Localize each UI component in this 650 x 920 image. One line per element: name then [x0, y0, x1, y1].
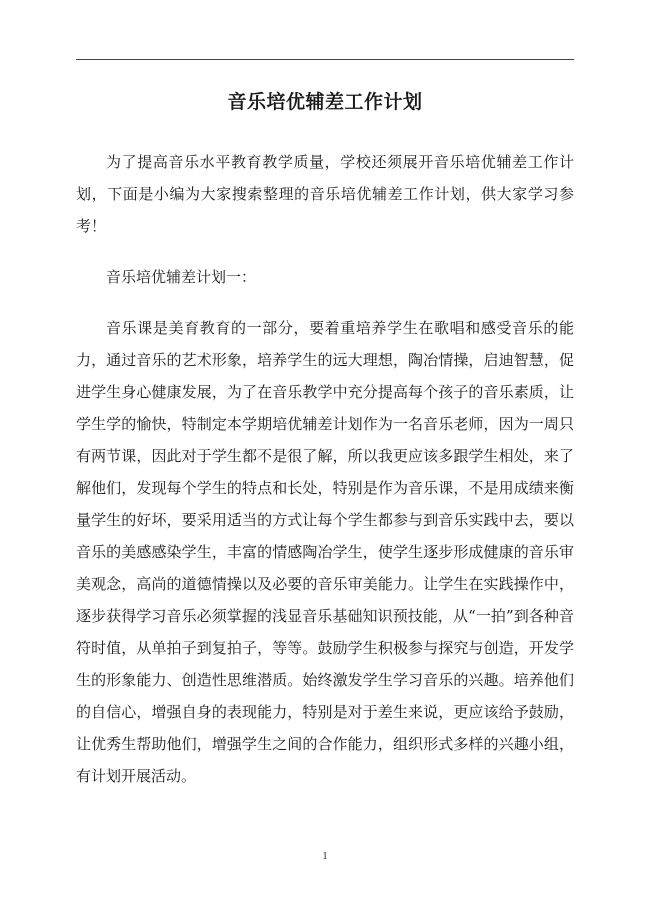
body-paragraph: 音乐课是美育教育的一部分，要着重培养学生在歌唱和感受音乐的能力，通过音乐的艺术形象，培养学生的远大理想，陶冶情操，启迪智慧，促进学生身心健康发展，为了在音乐教学中充分提高每个孩子的音乐素质，让学生学的愉快，特制定本学期培优辅差计划作为一名音乐老师，因为一周只有两节课，因此对于学生都不是很了解，所以我更应该多跟学生相处，来了解他们，发现每个学生的特点和长处，特别是作为音乐课，不是用成绩来衡量学生的好坏，要采用适当的方式让每个学生都参与到音乐实践中去，要以音乐的美感感染学生，丰富的情感陶冶学生，使学生逐步形成健康的音乐审美观念，高尚的道德情操以及必要的音乐审美能力。让学生在实践操作中，逐步获得学习音乐必须掌握的浅显音乐基础知识预技能，从“一拍”到各种音符时值，从单拍子到复拍子，等等。鼓励学生积极参与探究与创造，开发学生的形象能力、创造性思维潜质。始终激发学生学习音乐的兴趣。培养他们的自信心，增强自身的表现能力，特别是对于差生来说，更应该给予鼓励，让优秀生帮助他们，增强学生之间的合作能力，组织形式多样的兴趣小组，有计划开展活动。 [76, 319, 574, 785]
intro-paragraph: 为了提高音乐水平教育教学质量，学校还须展开音乐培优辅差工作计划，下面是小编为大家搜索整理的音乐培优辅差工作计划，供大家学习参考！ [76, 153, 574, 235]
page-number: 1 [322, 851, 328, 862]
header-rule [76, 59, 574, 60]
document-body [76, 146, 574, 811]
document-title: 音乐培优辅差工作计划 [227, 91, 423, 113]
section-heading: 音乐培优辅差计划一： [106, 268, 257, 286]
